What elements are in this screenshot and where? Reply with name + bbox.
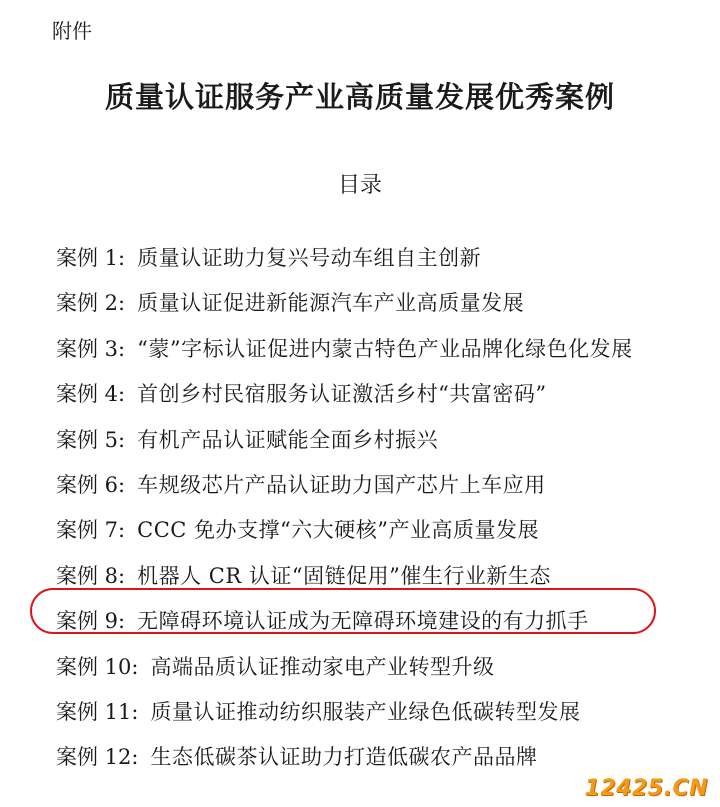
toc-item-text: 无障碍环境认证成为无障碍环境建设的有力抓手 [137,609,589,634]
toc-item-number: 案例 10: [56,654,139,679]
toc-item-number: 案例 7: [56,518,126,543]
toc-heading: 目录 [337,173,382,198]
toc-item-text: 机器人 CR 认证“固链促用”催生行业新生态 [137,563,551,588]
toc-item-6[interactable] [56,463,633,508]
toc-item-number: 案例 9: [56,609,126,634]
toc-item-text: 车规级芯片产品认证助力国产芯片上车应用 [137,472,546,497]
toc-item-4[interactable] [56,372,633,417]
toc-item-7[interactable] [56,508,633,553]
toc-item-number: 案例 8: [56,563,126,588]
toc-item-11[interactable] [56,690,633,735]
toc-item-text: 高端品质认证推动家电产业转型升级 [150,654,495,679]
toc-item-12[interactable] [56,735,633,780]
toc-item-number: 案例 3: [56,336,126,361]
toc-item-text: 质量认证助力复兴号动车组自主创新 [137,246,482,270]
document-title: 质量认证服务产业高质量发展优秀案例 [104,80,615,114]
toc-item-number: 案例 1: [56,246,126,270]
watermark-logo: 12425.CN [584,776,708,801]
toc-item-5[interactable] [56,418,633,463]
toc-item-number: 案例 6: [56,472,126,497]
toc-item-text: 有机产品认证赋能全面乡村振兴 [137,427,439,452]
toc-item-text: “蒙”字标认证促进内蒙古特色产业品牌化绿色化发展 [137,336,633,361]
toc-item-number: 案例 5: [56,427,126,452]
toc-item-text: CCC 免办支撑“六大硬核”产业高质量发展 [137,518,539,543]
toc-item-number: 案例 4: [56,382,126,407]
highlight-ellipse [30,588,656,634]
toc-item-number: 案例 12: [56,745,139,770]
toc-item-text: 质量认证促进新能源汽车产业高质量发展 [137,291,525,316]
table-of-contents [56,236,633,781]
toc-item-text: 质量认证推动纺织服装产业绿色低碳转型发展 [150,699,581,724]
toc-item-10[interactable] [56,645,633,690]
toc-item-1[interactable] [56,236,633,281]
toc-item-2[interactable] [56,281,633,326]
toc-item-number: 案例 2: [56,291,126,316]
attachment-label: 附件 [52,19,92,43]
toc-item-3[interactable] [56,327,633,372]
toc-item-text: 生态低碳茶认证助力打造低碳农产品品牌 [150,745,538,770]
toc-item-text: 首创乡村民宿服务认证激活乡村“共富密码” [137,382,547,407]
toc-item-number: 案例 11: [56,699,139,724]
